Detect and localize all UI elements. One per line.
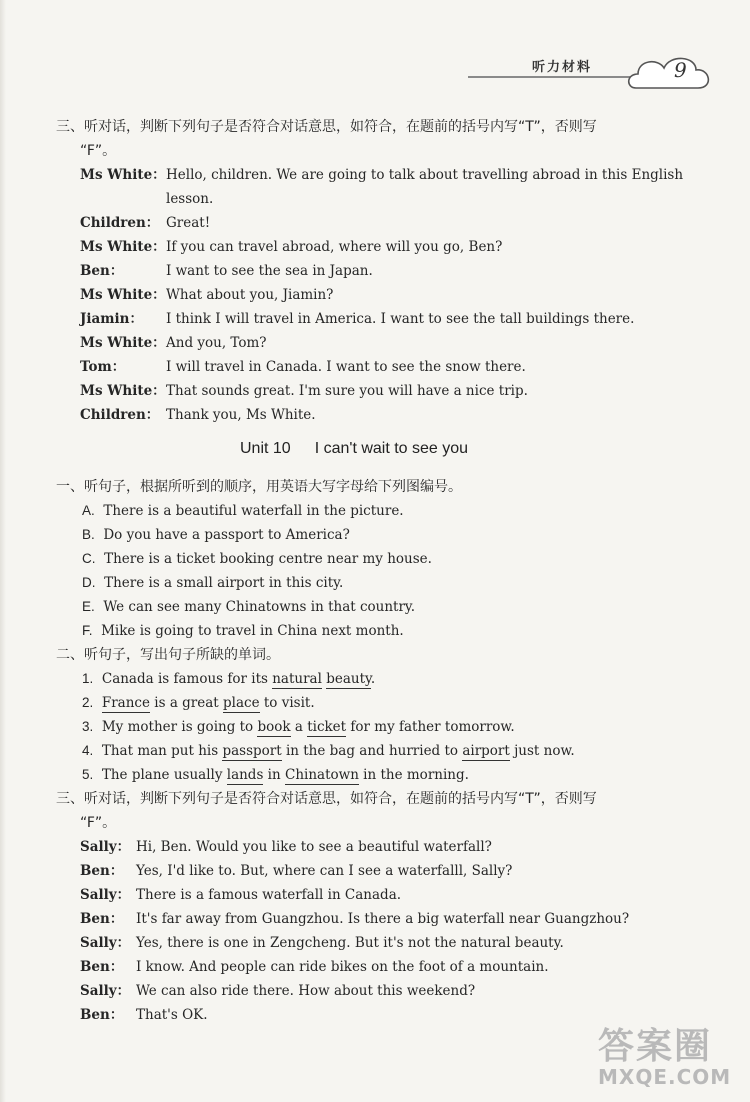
sentence-text: That man put his (101, 743, 223, 759)
answer-word: place (223, 695, 260, 711)
watermark (598, 1018, 731, 1089)
list-item (82, 598, 415, 616)
sentence-text: to visit. (259, 695, 315, 711)
sentence-text: in (263, 767, 285, 783)
item-letter: B. (82, 527, 95, 542)
dialogue-speaker: Children： (80, 215, 160, 231)
item-number: 4. (82, 743, 94, 758)
watermark-url: MXQE.COM (598, 1065, 732, 1089)
watermark-logo: 答案圈 (598, 1026, 713, 1067)
sentence-text: My mother is going to (101, 719, 258, 735)
answer-word: passport (222, 743, 282, 759)
list-item (82, 502, 404, 520)
dialogue-line: Thank you, Ms White. (166, 407, 316, 423)
dialogue-line: And you, Tom? (166, 335, 267, 351)
item-number: 2. (82, 695, 94, 710)
header-title: 听力材料 (532, 60, 593, 75)
answer-word: ticket (307, 719, 347, 735)
dialogue-speaker: Ms White： (80, 167, 166, 183)
answer-word: book (257, 719, 291, 735)
list-item (82, 742, 575, 760)
sentence-text: is a great (149, 695, 224, 711)
list-item (82, 622, 404, 640)
answer-word: lands (226, 767, 264, 783)
sentence-text: in the morning. (358, 767, 469, 783)
dialogue-speaker: Sally： (80, 935, 131, 951)
list-item (82, 670, 375, 688)
sentence-text: Canada is famous for its (101, 671, 273, 687)
sentence-text: in the bag and hurried to (281, 743, 463, 759)
item-text: Do you have a passport to America? (103, 527, 350, 543)
list-item (82, 574, 343, 592)
dialogue-line: That's OK. (136, 1007, 208, 1023)
dialogue-speaker: Ben： (80, 263, 124, 279)
list-item (82, 550, 432, 568)
dialogue-speaker: Ben： (80, 959, 124, 975)
answer-word: France (101, 695, 150, 711)
answer-word: airport (462, 743, 510, 759)
page-edge (0, 0, 6, 1102)
item-text: Mike is going to travel in China next month. (101, 623, 404, 639)
part1-instruction: 一、听句子，根据所听到的顺序，用英语大写字母给下列图编号。 (56, 479, 462, 495)
cloud-icon (624, 50, 716, 98)
dialogue-speaker: Ben： (80, 1007, 124, 1023)
list-item (82, 766, 469, 784)
unit-title: I can't wait to see you (314, 440, 469, 457)
dialogue-speaker: Jiamin： (80, 311, 143, 327)
dialogue-speaker: Sally： (80, 839, 131, 855)
item-letter: C. (82, 551, 96, 566)
answer-word: Chinatown (285, 767, 359, 783)
answer-word: natural (272, 671, 322, 687)
dialogue-line: I will travel in Canada. I want to see the snow there. (166, 359, 526, 375)
dialogue-line: I think I will travel in America. I want to see the tall buildings there. (166, 311, 635, 327)
sentence-text: just now. (509, 743, 575, 759)
dialogue-speaker: Ms White： (80, 383, 166, 399)
page-number: 9 (674, 58, 687, 82)
dialogue-line: There is a famous waterfall in Canada. (136, 887, 402, 903)
dialogue-line: Yes, there is one in Zengcheng. But it's not the natural beauty. (136, 935, 564, 951)
part3-instruction-cont: “F”。 (80, 815, 117, 831)
dialogue-line: If you can travel abroad, where will you go, Ben? (166, 239, 503, 255)
sentence-text: for my father tomorrow. (346, 719, 515, 735)
dialogue-speaker: Sally： (80, 983, 131, 999)
sentence-text: . (370, 671, 376, 687)
section1-instruction: 三、听对话，判断下列句子是否符合对话意思，如符合，在题前的括号内写“T”，否则写 (56, 119, 597, 135)
item-number: 5. (82, 767, 94, 782)
dialogue-speaker: Ms White： (80, 239, 166, 255)
unit-heading (240, 440, 468, 458)
item-letter: E. (82, 599, 95, 614)
item-letter: F. (82, 623, 93, 638)
dialogue-speaker: Ms White： (80, 287, 166, 303)
dialogue-speaker: Ms White： (80, 335, 166, 351)
list-item (82, 694, 315, 712)
item-text: There is a small airport in this city. (104, 575, 344, 591)
dialogue-line: Hi, Ben. Would you like to see a beautiful waterfall? (136, 839, 492, 855)
item-text: We can see many Chinatowns in that country. (103, 599, 416, 615)
dialogue-line: Hello, children. We are going to talk about travelling abroad in this English (166, 167, 684, 183)
dialogue-line: It's far away from Guangzhou. Is there a big waterfall near Guangzhou? (136, 911, 630, 927)
answer-word: beauty (326, 671, 371, 687)
item-number: 1. (82, 671, 94, 686)
item-text: There is a ticket booking centre near my house. (104, 551, 432, 567)
dialogue-speaker: Children： (80, 407, 160, 423)
item-number: 3. (82, 719, 94, 734)
section1-instruction-cont: “F”。 (80, 143, 117, 159)
dialogue-line: Great! (166, 215, 211, 231)
page-header (460, 50, 720, 100)
list-item (82, 718, 515, 736)
dialogue-line-cont: lesson. (166, 191, 214, 207)
dialogue-speaker: Sally： (80, 887, 131, 903)
dialogue-line: We can also ride there. How about this weekend? (136, 983, 476, 999)
list-item (82, 526, 350, 544)
dialogue-line: I want to see the sea in Japan. (166, 263, 373, 279)
part3-instruction: 三、听对话，判断下列句子是否符合对话意思，如符合，在题前的括号内写“T”，否则写 (56, 791, 597, 807)
sentence-text: The plane usually (101, 767, 227, 783)
dialogue-speaker: Ben： (80, 911, 124, 927)
dialogue-speaker: Ben： (80, 863, 124, 879)
dialogue-line: What about you, Jiamin? (166, 287, 334, 303)
item-letter: A. (82, 503, 95, 518)
dialogue-speaker: Tom： (80, 359, 126, 375)
unit-label: Unit 10 (240, 440, 291, 457)
dialogue-line: I know. And people can ride bikes on the foot of a mountain. (136, 959, 549, 975)
dialogue-line: Yes, I'd like to. But, where can I see a waterfalll, Sally? (136, 863, 513, 879)
item-letter: D. (82, 575, 96, 590)
part2-instruction: 二、听句子，写出句子所缺的单词。 (56, 647, 280, 663)
dialogue-line: That sounds great. I'm sure you will have a nice trip. (166, 383, 528, 399)
sentence-text: a (290, 719, 308, 735)
item-text: There is a beautiful waterfall in the picture. (103, 503, 404, 519)
